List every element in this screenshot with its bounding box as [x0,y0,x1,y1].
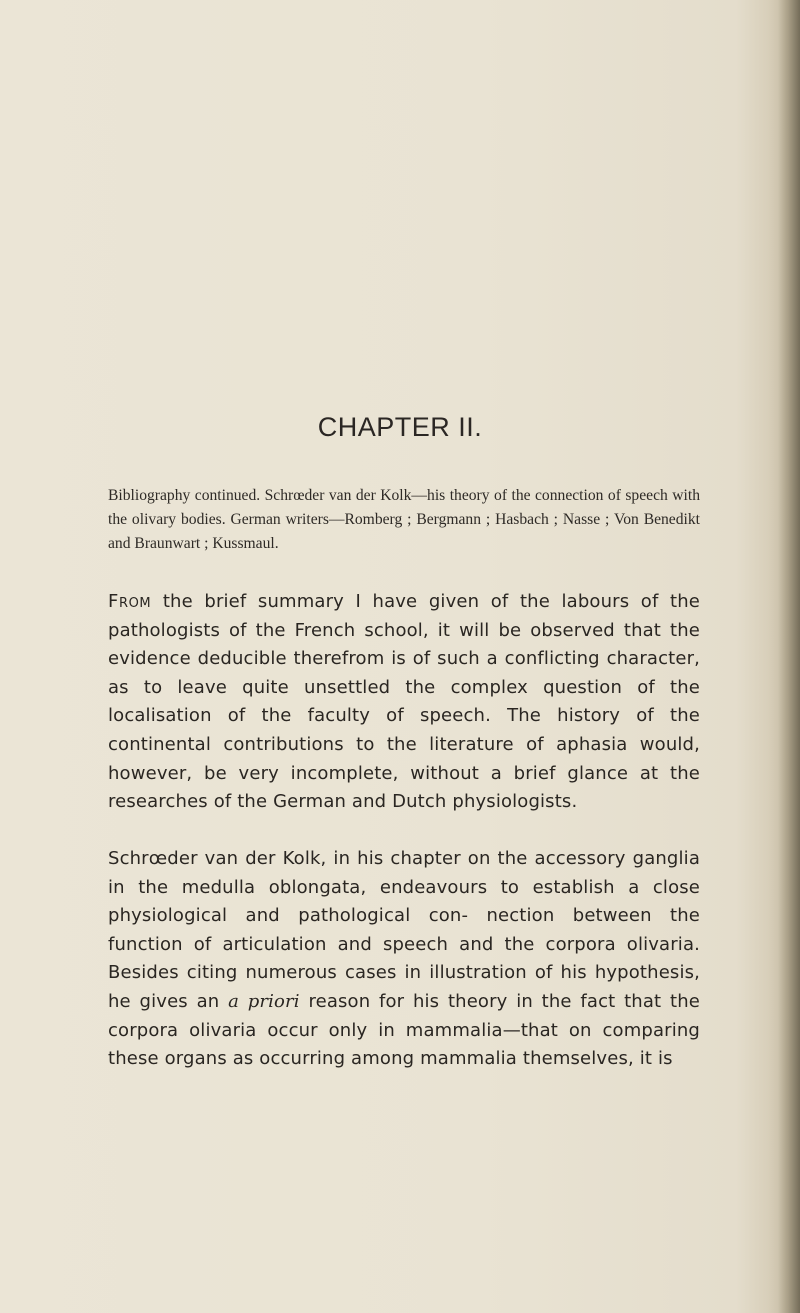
paragraph-2-text-start: Schrœder van der Kolk, in his chapter on the accessory ganglia in the medulla oblongata, endeavours to establish a close physiological and pathological con- nection between the function of articulation and speech and the corpora olivaria. Besides citing numerous cases in illustration of his hypothesis, he gives an [108,848,700,1012]
paragraph-1-text: the brief summary I have given of the labours of the pathologists of the French school, it will be observed that the evidence deducible therefrom is of such a conflicting character, as to leave quite unsettled the complex question of the localisation of the faculty of speech. The history of the continental contributions to the literature of aphasia would, however, be very incomplete, without a brief glance at the researches of the German and Dutch physiologists. [108,591,700,813]
paragraph-1-lead: From [108,591,152,612]
chapter-summary: Bibliography continued. Schrœder van der Kolk—his theory of the connection of speech with the olivary bodies. German writers—Romberg ; Bergmann ; Hasbach ; Nasse ; Von Benedikt and Braunwart ; Kussmaul. [108,487,700,552]
paragraph-1 [108,588,700,817]
paragraph-2-italic-phrase: a priori [228,990,300,1012]
page-edge-shadow [778,0,800,1313]
paragraph-2 [108,845,700,1074]
chapter-title: CHAPTER II. [317,412,483,442]
paragraph-2-text-end: reason for his theory in the fact that the corpora olivaria occur only in mammalia—that on comparing these organs as occurring among mammalia themselves, it is [108,990,700,1070]
